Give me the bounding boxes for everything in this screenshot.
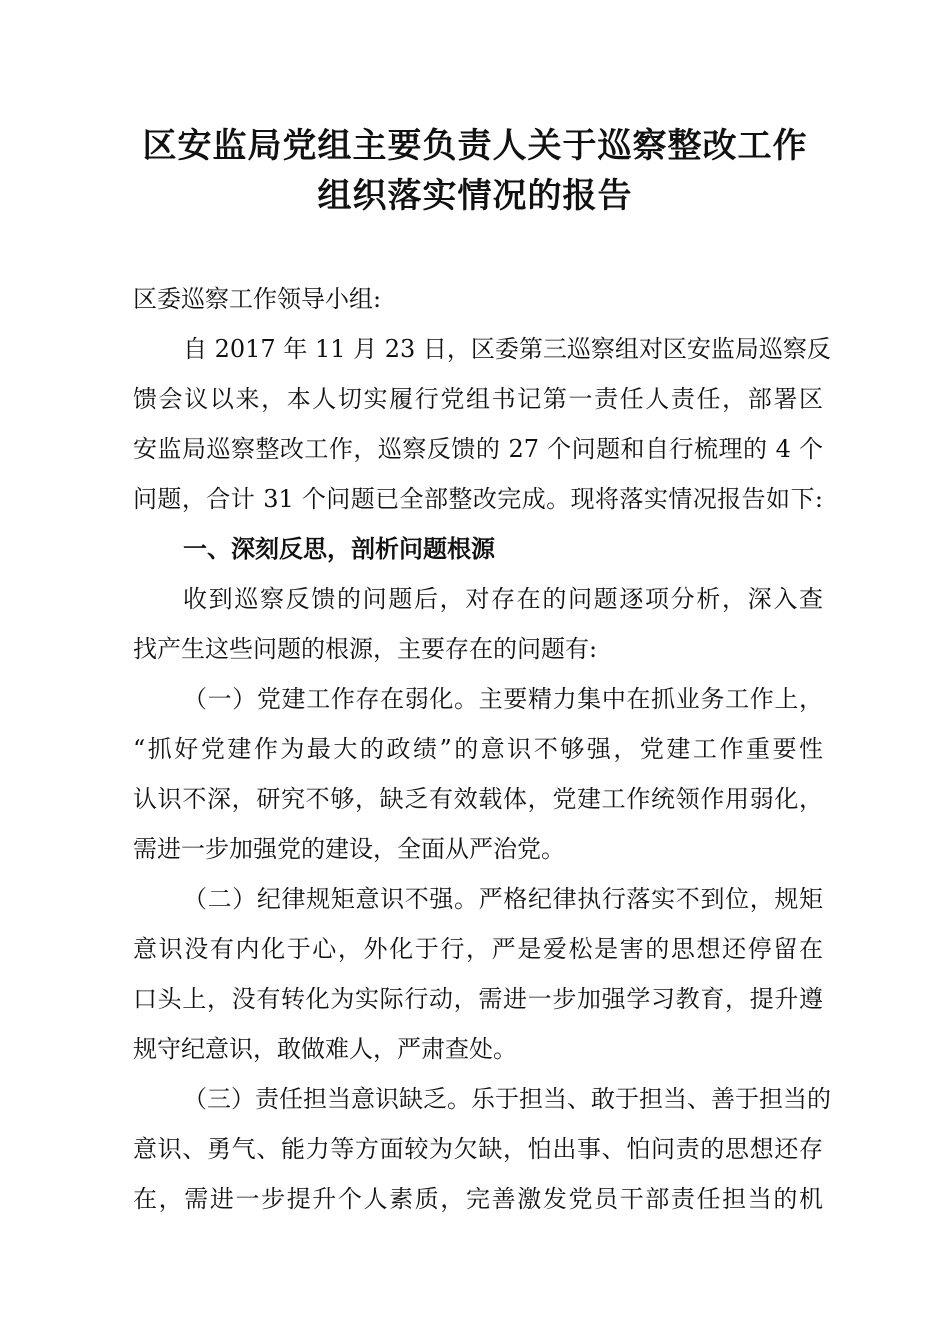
document-title-line-1: 区安监局党组主要负责人关于巡察整改工作 [142,126,808,166]
paragraph-4-line-1: （二）纪律规矩意识不强。严格纪律执行落实不到位，规矩 [183,885,823,913]
paragraph-3-line-4: 需进一步加强党的建设，全面从严治党。 [133,835,565,863]
paragraph-4-line-4: 规守纪意识，敢做难人，严肃查处。 [133,1035,517,1063]
paragraph-5-line-2: 意识、勇气、能力等方面较为欠缺，怕出事、怕问责的思想还存 [133,1135,823,1163]
salutation: 区委巡察工作领导小组: [133,285,382,313]
paragraph-1-line-1: 自 2017 年 11 月 23 日，区委第三巡察组对区安监局巡察反 [183,335,831,363]
paragraph-5-line-1: （三）责任担当意识缺乏。乐于担当、敢于担当、善于担当的 [183,1085,831,1113]
document-title-line-2: 组织落实情况的报告 [317,176,633,216]
paragraph-1-line-4: 问题，合计 31 个问题已全部整改完成。现将落实情况报告如下: [133,485,823,513]
paragraph-3-line-2: “抓好党建作为最大的政绩”的意识不够强，党建工作重要性 [133,735,823,763]
paragraph-2-line-2: 找产生这些问题的根源，主要存在的问题有: [133,635,598,663]
paragraph-5-line-3: 在，需进一步提升个人素质，完善激发党员干部责任担当的机 [133,1185,823,1213]
paragraph-1-line-2: 馈会议以来，本人切实履行党组书记第一责任人责任，部署区 [133,385,823,413]
paragraph-3-line-1: （一）党建工作存在弱化。主要精力集中在抓业务工作上， [183,685,823,713]
section-heading-1: 一、深刻反思，剖析问题根源 [183,535,495,563]
paragraph-4-line-2: 意识没有内化于心，外化于行，严是爱松是害的思想还停留在 [133,935,823,963]
paragraph-1-line-3: 安监局巡察整改工作，巡察反馈的 27 个问题和自行梳理的 4 个 [133,435,823,463]
paragraph-4-line-3: 口头上，没有转化为实际行动，需进一步加强学习教育，提升遵 [133,985,823,1013]
paragraph-3-line-3: 认识不深，研究不够，缺乏有效载体，党建工作统领作用弱化， [133,785,823,813]
paragraph-2-line-1: 收到巡察反馈的问题后，对存在的问题逐项分析，深入查 [183,585,823,613]
